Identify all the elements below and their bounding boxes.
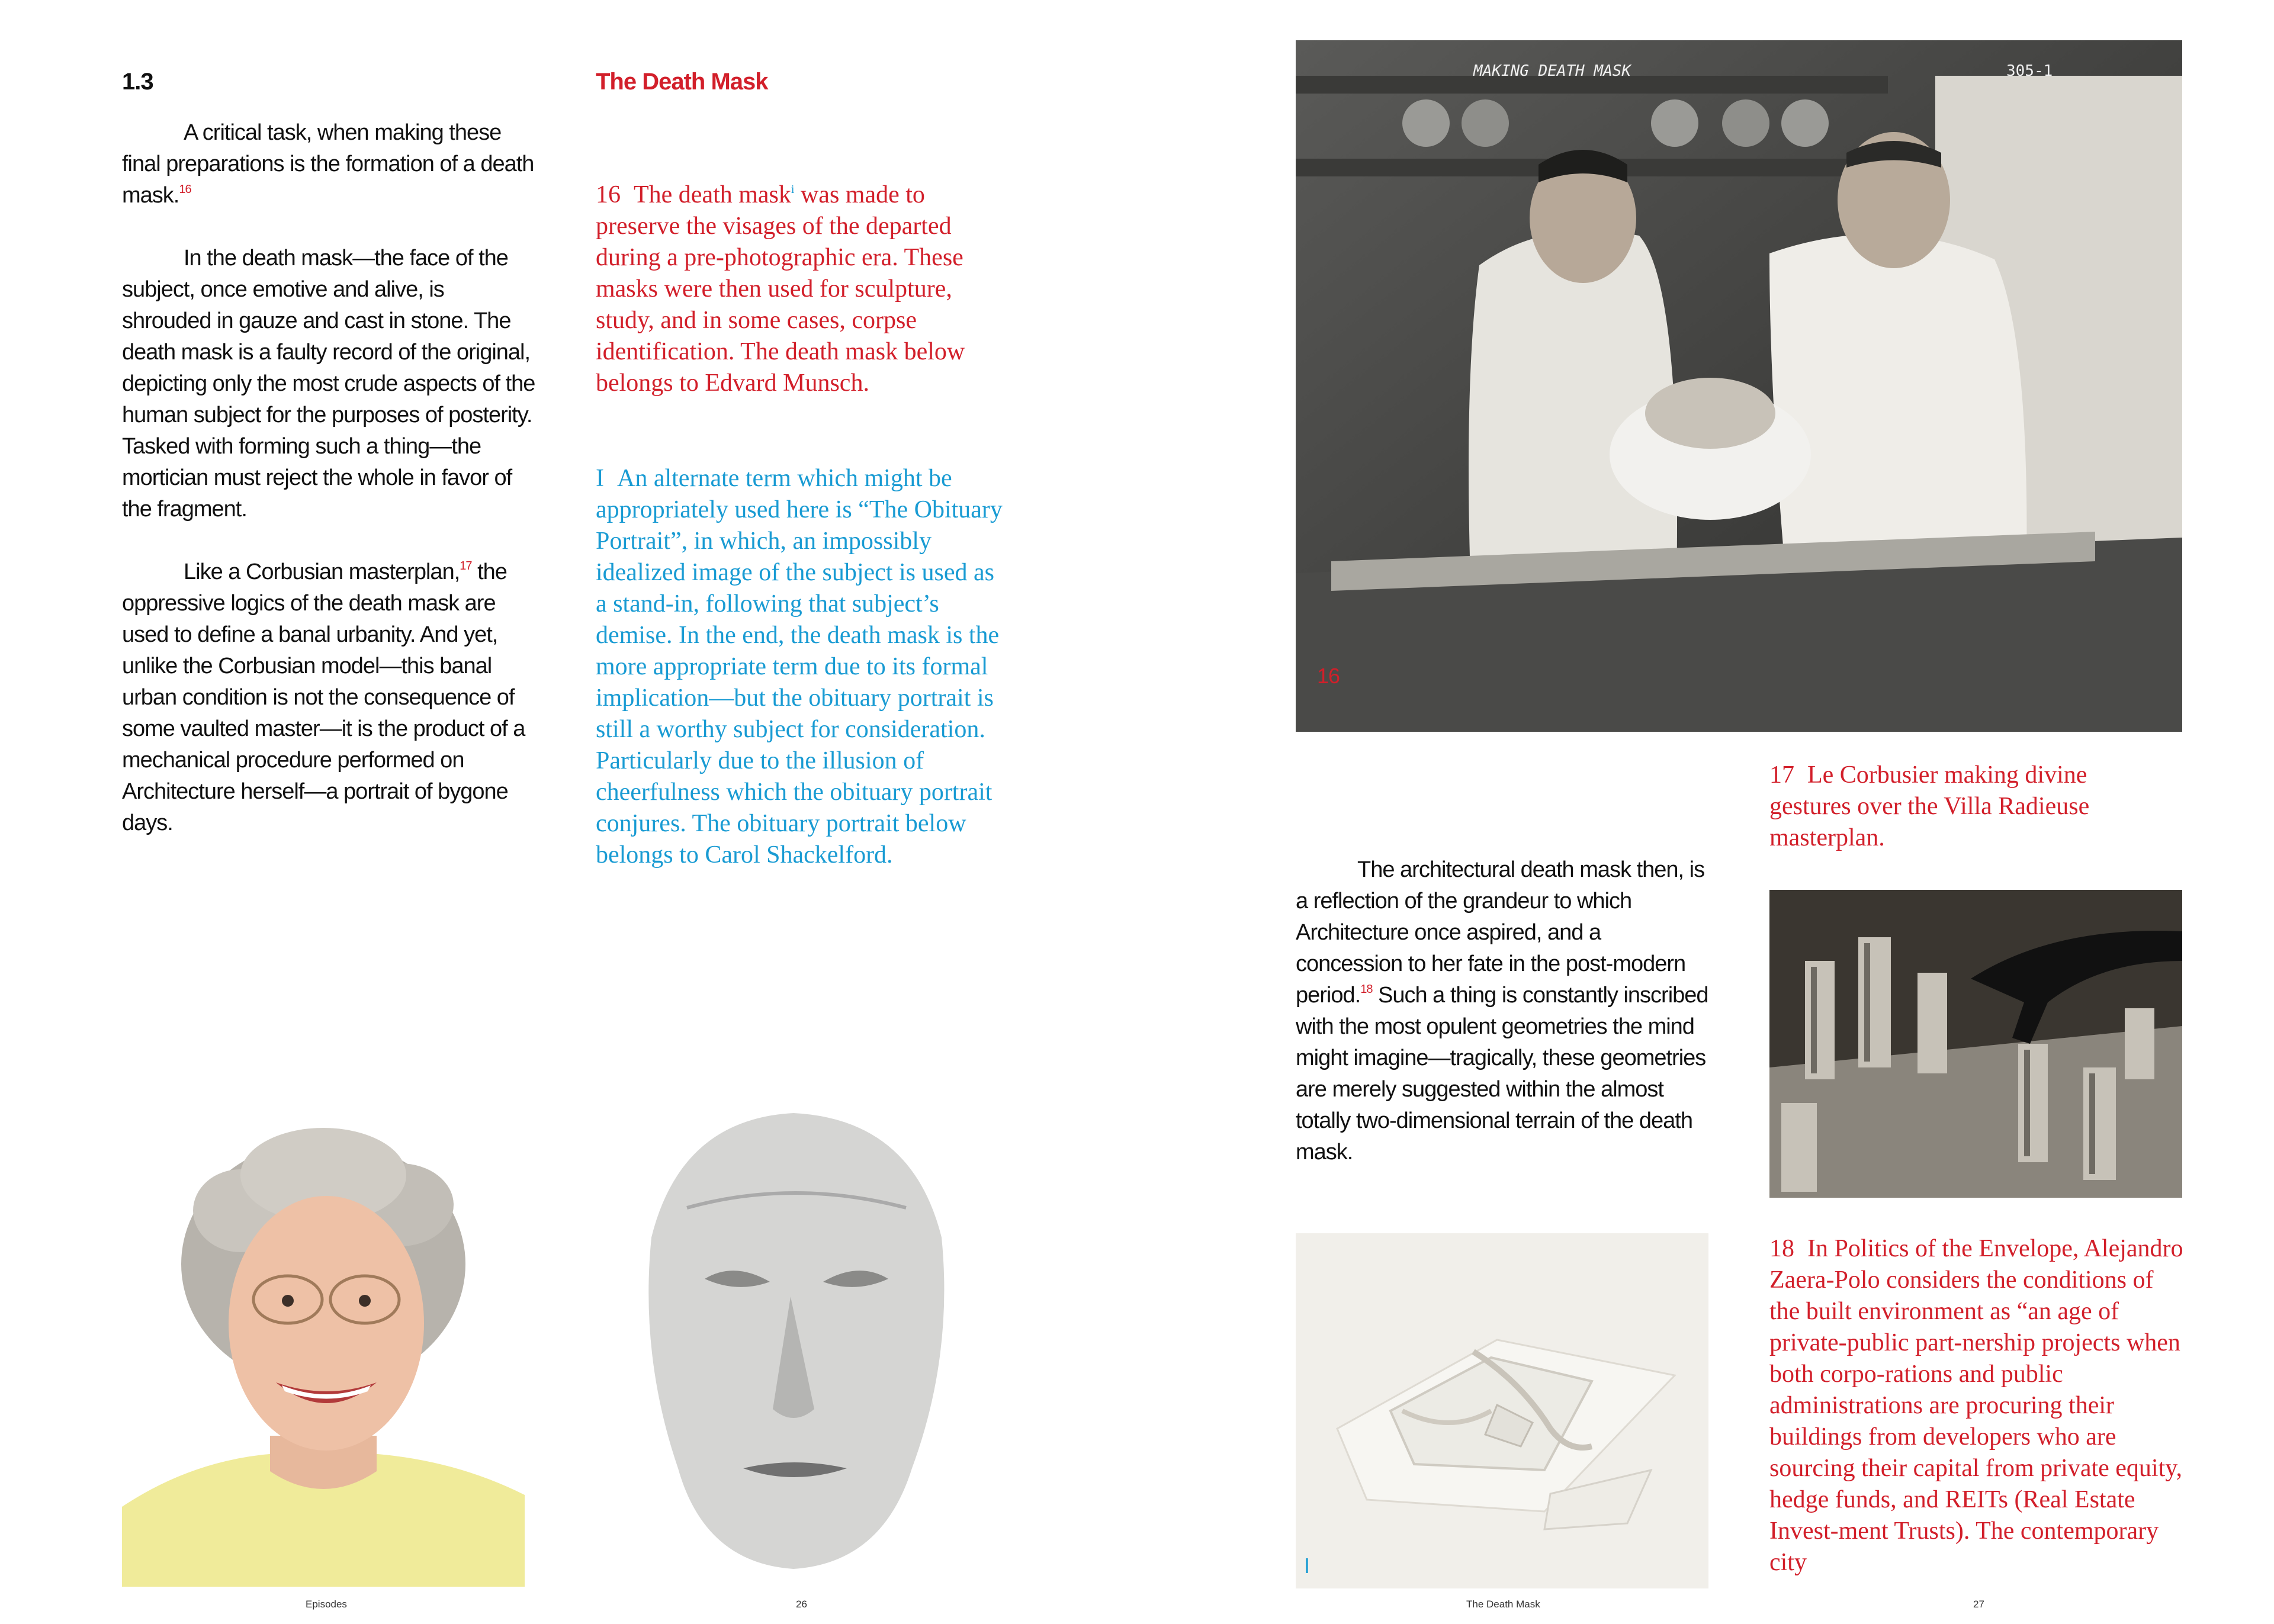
relief-sculpture-photo bbox=[1296, 1233, 1708, 1588]
body-column-right bbox=[1296, 854, 1710, 1199]
footnote-18: 18 In Politics of the Envelope, Alejandro Zaera-Polo considers the conditions of the built environment as “an age of private-public part-nership projects when both corpo-rations and public administrations are procuring their buildings from developers who are sourcing their capital from private equity, hedge funds, and REITs (Real Estate Invest-ment Trusts). The contemporary city bbox=[1769, 1235, 2183, 1576]
making-death-mask-photo bbox=[1296, 40, 2182, 732]
footer-section-right: The Death Mask bbox=[1466, 1599, 1540, 1610]
footnote-number: 17 bbox=[1769, 761, 1794, 789]
footnote-ref-17[interactable]: 17 bbox=[460, 559, 472, 573]
footnote-ref-16[interactable]: 16 bbox=[179, 183, 191, 196]
paragraph-1: A critical task, when making these final preparations is the formation of a death mask.$^{16}$ bbox=[122, 120, 534, 208]
obituary-portrait-photo bbox=[122, 1104, 525, 1587]
footnote-number: 16 bbox=[596, 181, 621, 208]
section-number: 1.3 bbox=[122, 69, 153, 95]
footnote-ref-i[interactable]: i bbox=[791, 183, 795, 196]
photo-caption-handwritten: MAKING DEATH MASK bbox=[1473, 62, 1631, 80]
page-title: The Death Mask bbox=[596, 69, 768, 95]
paragraph-4: The architectural death mask then, is a reflection of the grandeur to which Architecture once aspired, and a concession to her fate in the post-modern period.$^{18}$ Such a thing is constantly inscribed with the most opulent geometries the mind might imagine—tragically, these geometries are merely suggested within the almost totally two-dimensional terrain of the death mask. bbox=[1296, 857, 1708, 1165]
page-number-right: 27 bbox=[1973, 1599, 1984, 1610]
photo-code-handwritten: 305-1 bbox=[2006, 62, 2053, 80]
footnote-number: 18 bbox=[1769, 1235, 1794, 1262]
footnote-i: I An alternate term which might be appropriately used here is “The Obituary Portrait”, in which, an impossibly idealized image of the subject is used as a stand-in, following that subject’s demise. In the end, the death mask is the more appropriate term due to its formal implication—but the obituary portrait is still a worthy subject for consideration. Particularly due to the illusion of cheerfulness which the obituary portrait conjures. The obituary portrait below belongs to Carol Shackelford. bbox=[596, 465, 1003, 869]
page-number-left: 26 bbox=[796, 1599, 807, 1610]
paragraph-3: Like a Corbusian masterplan,$^{17}$ the oppressive logics of the death mask are used to define a banal urbanity. And yet, unlike the Corbusian model—this banal urban condition is not the consequence of some vaulted master—it is the product of a mechanical procedure performed on Architecture herself—a portrait of bygone days. bbox=[122, 559, 525, 835]
corbusier-masterplan-photo bbox=[1769, 890, 2182, 1198]
footnote-ref-18[interactable]: 18 bbox=[1360, 983, 1373, 996]
paragraph-2: In the death mask—the face of the subject, once emotive and alive, is shrouded in gauze and cast in stone. The death mask is a faulty record of the original, depicting only the most crude aspects of the human subject for the purposes of posterity. Tasked with forming such a thing—the mortician must reject the whole in favor of the fragment. bbox=[122, 246, 535, 522]
body-column-left bbox=[122, 117, 537, 870]
footnote-17: 17 Le Corbusier making divine gestures over the Villa Radieuse masterplan. bbox=[1769, 761, 2090, 851]
footnote-16: 16 The death mask$^i$ was made to preserve the visages of the departed during a pre-photographic era. These masks were then used for sculpture, study, and in some cases, corpse identification. The death mask below belongs to Edvard Munsch. bbox=[596, 181, 965, 397]
footnote-number: I bbox=[596, 465, 604, 492]
death-mask-photo bbox=[634, 1101, 956, 1575]
footer-section-left: Episodes bbox=[306, 1599, 347, 1610]
photo-label-16: 16 bbox=[1317, 664, 1340, 688]
photo-label-i: I bbox=[1304, 1554, 1310, 1578]
